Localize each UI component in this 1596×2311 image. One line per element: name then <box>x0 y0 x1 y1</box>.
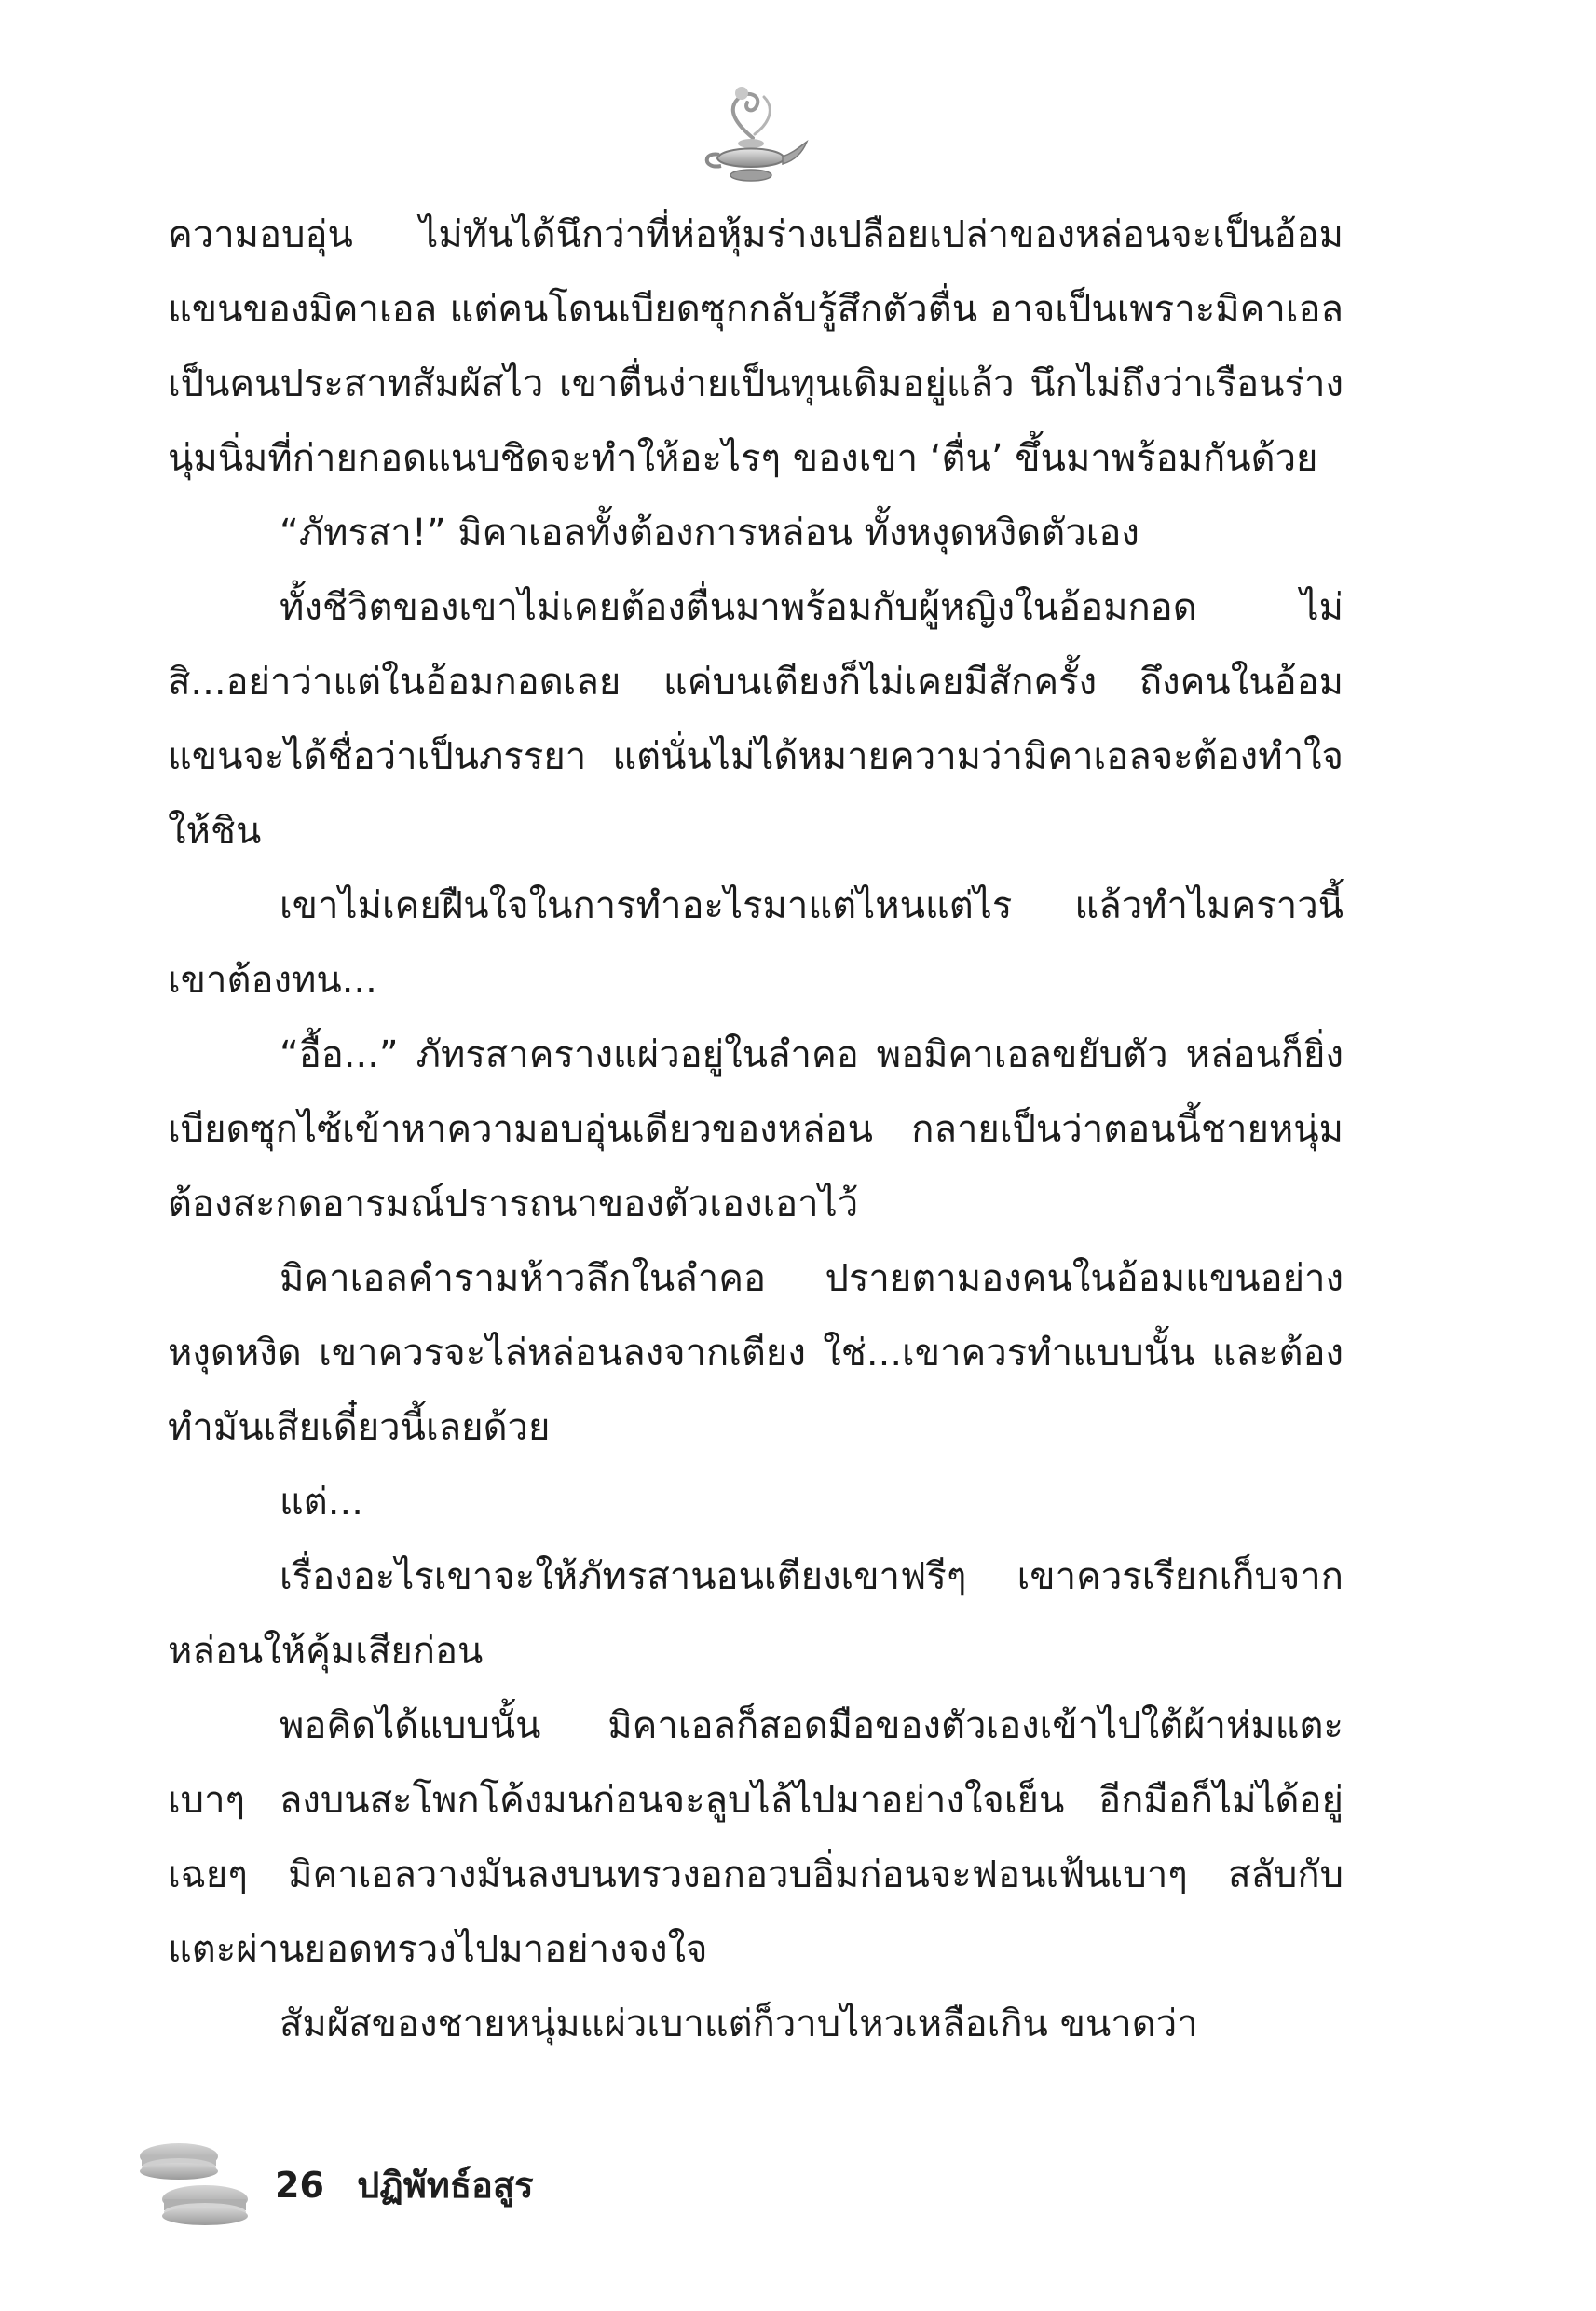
page-number: 26 <box>275 2165 324 2206</box>
page-footer <box>130 2125 783 2246</box>
body-text <box>168 198 1344 2061</box>
paragraph: เขาไม่เคยฝืนใจในการทำอะไรมาแต่ไหนแต่ไร แล้วทำไมคราวนี้เขาต้องทน... <box>168 884 1344 1002</box>
footer-caption <box>275 2156 533 2213</box>
book-title: ปฏิพัทธ์อสูร <box>357 2165 534 2206</box>
paragraph: ความอบอุ่น ไม่ทันได้นึกว่าที่ห่อหุ้มร่างเปลือยเปล่าของหล่อนจะเป็นอ้อมแขนของมิคาเอล แต่คนโดนเบียดซุกกลับรู้สึกตัวตื่น อาจเป็นเพราะมิคาเอลเป็นคนประสาทสัมผัสไว เขาตื่นง่ายเป็นทุนเดิมอยู่แล้ว นึกไม่ถึงว่าเรือนร่างนุ่มนิ่มที่ก่ายกอดแนบชิดจะทำให้อะไรๆ ของเขา ‘ตื่น’ ขึ้นมาพร้อมกันด้วย <box>168 213 1344 480</box>
paragraph: ทั้งชีวิตของเขาไม่เคยต้องตื่นมาพร้อมกับผู้หญิงในอ้อมกอด ไม่สิ...อย่าว่าแต่ในอ้อมกอดเลย แค่บนเตียงก็ไม่เคยมีสักครั้ง ถึงคนในอ้อมแขนจะได้ชื่อว่าเป็นภรรยา แต่นั่นไม่ได้หมายความว่ามิคาเอลจะต้องทำใจให้ชิน <box>168 586 1344 853</box>
paragraph: สัมผัสของชายหนุ่มแผ่วเบาแต่ก็วาบไหวเหลือเกิน ขนาดว่า <box>280 2003 1198 2045</box>
paragraph: มิคาเอลคำรามห้าวลึกในลำคอ ปรายตามองคนในอ้อมแขนอย่างหงุดหงิด เขาควรจะไล่หล่อนลงจากเตียง ใช่...เขาควรทำแบบนั้น และต้องทำมันเสียเดี๋ยวนี้เลยด้วย <box>168 1257 1344 1449</box>
macaron-icon <box>130 2125 261 2246</box>
paragraph: เรื่องอะไรเขาจะให้ภัทรสานอนเตียงเขาฟรีๆ เขาควรเรียกเก็บจากหล่อนให้คุ้มเสียก่อน <box>168 1555 1344 1673</box>
paragraph: แต่... <box>280 1481 363 1524</box>
paragraph: พอคิดได้แบบนั้น มิคาเอลก็สอดมือของตัวเองเข้าไปใต้ผ้าห่มแตะเบาๆ ลงบนสะโพกโค้งมนก่อนจะลูบไล้ไปมาอย่างใจเย็น อีกมือก็ไม่ได้อยู่เฉยๆ มิคาเอลวางมันลงบนทรวงอกอวบอิ่มก่อนจะฟอนเฟ้นเบาๆ สลับกับแตะผ่านยอดทรวงไปมาอย่างจงใจ <box>168 1704 1344 1971</box>
paragraph: “อื้อ...” ภัทรสาครางแผ่วอยู่ในลำคอ พอมิคาเอลขยับตัว หล่อนก็ยิ่งเบียดซุกไซ้เข้าหาความอบอุ่นเดียวของหล่อน กลายเป็นว่าตอนนี้ชายหนุ่มต้องสะกดอารมณ์ปรารถนาของตัวเองเอาไว้ <box>168 1033 1344 1225</box>
magic-lamp-icon <box>689 73 811 194</box>
paragraph: “ภัทรสา!” มิคาเอลทั้งต้องการหล่อน ทั้งหงุดหงิดตัวเอง <box>280 512 1139 554</box>
